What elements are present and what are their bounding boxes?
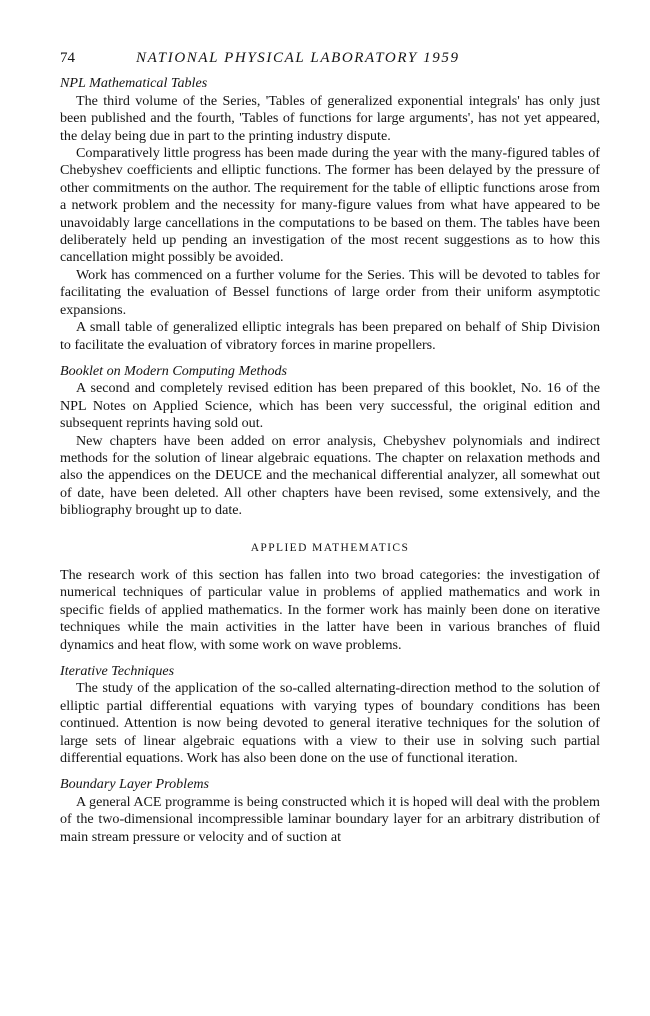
paragraph: Comparatively little progress has been made during the year with the many-figured tables of Chebyshev coefficients and elliptic functions. The former has been delayed by the pressure of other commitments on the author. The requirement for the table of elliptic functions arose from a network problem and the necessity for many-figure values from what have appeared to be unavoidably large cancellations in the computations to be based on them. The tables have been deliberately held up pending an investigation of the most recent suggestions as to how this cancellation might possibly be avoided. (60, 145, 600, 266)
paragraph: Work has commenced on a further volume for the Series. This will be devoted to tables for facilitating the evaluation of Bessel functions of large order from their uniform asymptotic expansions. (60, 266, 600, 318)
paragraph: New chapters have been added on error analysis, Chebyshev polynomials and indirect methods for the solution of linear algebraic equations. The chapter on relaxation methods and also the appendices on the DEUCE and the mechanical differential analyzer, all somewhat out of date, have been deleted. All other chapters have been revised, some extensively, and the bibliography brought up to date. (60, 432, 600, 519)
section-gap (60, 354, 600, 363)
running-title: NATIONAL PHYSICAL LABORATORY 1959 (136, 50, 460, 66)
document-page (60, 50, 600, 846)
subsection-heading-iterative: Iterative Techniques (60, 663, 175, 679)
paragraph: A general ACE programme is being constructed which it is hoped will deal with the problem of the two-dimensional incompressible laminar boundary layer for an arbitrary distribution of main stream pressure or velocity and of suction at (60, 793, 600, 845)
running-head (60, 50, 600, 67)
section-gap (60, 654, 600, 663)
section-heading-booklet: Booklet on Modern Computing Methods (60, 362, 288, 379)
paragraph: The research work of this section has fallen into two broad categories: the investigation of numerical techniques of particular value in problems of applied mathematics and work in specific fields of applied mathematics. In the former work has mainly been done on iterative techniques while the main activities in the latter have been in various branches of fluid dynamics and heat flow, with some work on wave problems. (60, 566, 600, 653)
paragraph: A small table of generalized elliptic integrals has been prepared on behalf of Ship Division to facilitate the evaluation of vibratory forces in marine propellers. (60, 319, 600, 353)
paragraph: The study of the application of the so-called alternating-direction method to the solution of elliptic partial differential equations with varying types of boundary conditions has been continued. Attention is now being devoted to general iterative techniques for the solution of large sets of linear algebraic equations with a view to their use in solving such partial differential equations. Work has also been done on the use of functional iteration. (60, 680, 600, 767)
section-heading-applied-mathematics: APPLIED MATHEMATICS (250, 541, 410, 554)
paragraph: A second and completely revised edition has been prepared of this booklet, No. 16 of the NPL Notes on Applied Science, which has been very successful, the original edition and subsequent reprints having sold out. (60, 380, 600, 432)
page-number: 74 (60, 50, 75, 66)
section-gap (60, 767, 600, 776)
paragraph: The third volume of the Series, 'Tables of generalized exponential integrals' has only just been published and the fourth, 'Tables of functions for large arguments', has not yet appeared, the delay being due in part to the printing industry dispute. (60, 92, 600, 144)
subsection-heading-boundary-layer: Boundary Layer Problems (60, 776, 210, 793)
section-heading-npl-tables: NPL Mathematical Tables (60, 75, 208, 92)
